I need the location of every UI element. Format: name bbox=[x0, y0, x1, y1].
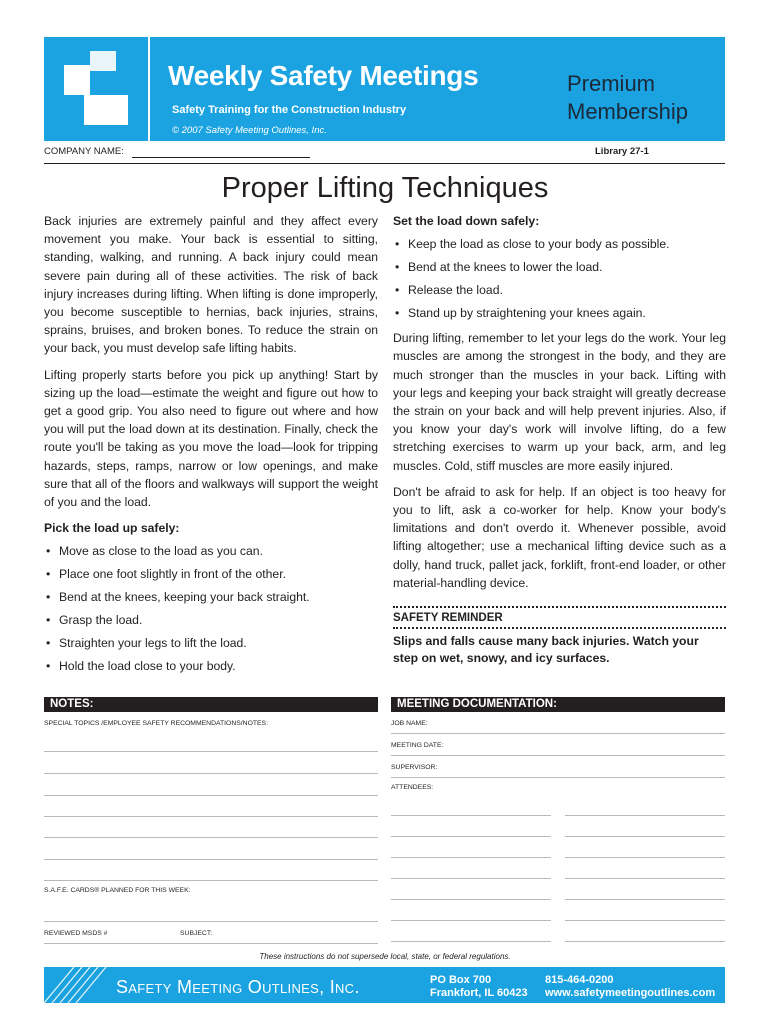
attendee-line[interactable] bbox=[391, 857, 551, 858]
attendee-line[interactable] bbox=[391, 941, 551, 942]
footer-address-line2: Frankfort, IL 60423 bbox=[430, 987, 528, 999]
company-name-field[interactable] bbox=[132, 157, 310, 158]
premium-line2: Membership bbox=[567, 99, 689, 124]
page-title: Proper Lifting Techniques bbox=[221, 172, 549, 204]
attendee-line[interactable] bbox=[391, 836, 551, 837]
help-paragraph: Don't be afraid to ask for help. If an object is too heavy for you to lift, ask a co-worker for help. Know your body's limitations and don't overdo it. Whenever possible, avoid lifting altogether; use a mechanical lifting device such as a dolly, hand truck, pallet jack, forklift, front-end loader, or other material-handling device. bbox=[393, 484, 726, 590]
right-column bbox=[393, 212, 726, 667]
stripes-icon bbox=[44, 967, 124, 1003]
intro-paragraph: Back injuries are extremely painful and they affect every movement you make. Your back is essential to sitting, standing, walking, and running. A back injury could mean severe pain during all of these activities. The risk of back injury increases during lifting. When lifting is done improperly, you become susceptible to hernias, back injuries, strains, sprains, bruises, and broken bones. To reduce the strain on your back, you must develop safe lifting habits. bbox=[44, 214, 378, 356]
pick-heading: Pick the load up safely: bbox=[44, 521, 180, 536]
list-item: • Bend at the knees, keeping your back straight. bbox=[44, 588, 378, 606]
meeting-date-label: MEETING DATE: bbox=[391, 742, 444, 749]
list-item: • Stand up by straightening your knees again. bbox=[393, 304, 726, 322]
attendee-line[interactable] bbox=[565, 857, 725, 858]
attendee-line[interactable] bbox=[565, 920, 725, 921]
footer-address bbox=[430, 974, 528, 1000]
list-item: • Grasp the load. bbox=[44, 611, 378, 629]
notes-heading: NOTES: bbox=[44, 697, 378, 712]
list-item: • Straighten your legs to lift the load. bbox=[44, 634, 378, 652]
safe-cards-line[interactable] bbox=[44, 921, 378, 922]
reminder-divider-top bbox=[393, 606, 726, 608]
attendee-line[interactable] bbox=[565, 899, 725, 900]
header-divider bbox=[44, 163, 725, 164]
notes-line[interactable] bbox=[44, 816, 378, 817]
footer-contact bbox=[545, 974, 715, 1000]
attendee-line[interactable] bbox=[565, 815, 725, 816]
reminder-text: Slips and falls cause many back injuries. Watch your step on wet, snowy, and icy surfaces. bbox=[393, 634, 699, 666]
logo-mark-icon bbox=[44, 37, 148, 141]
left-column bbox=[44, 212, 378, 680]
list-item: • Move as close to the load as you can. bbox=[44, 542, 378, 560]
notes-line[interactable] bbox=[44, 751, 378, 752]
supervisor-label: SUPERVISOR: bbox=[391, 764, 438, 771]
notes-line[interactable] bbox=[44, 859, 378, 860]
set-list bbox=[393, 235, 726, 322]
list-item: • Release the load. bbox=[393, 281, 726, 299]
safe-cards-label: S.A.F.E. CARDS® PLANNED FOR THIS WEEK: bbox=[44, 887, 191, 894]
subject-label: SUBJECT: bbox=[180, 930, 213, 937]
attendee-line[interactable] bbox=[391, 899, 551, 900]
meeting-heading: MEETING DOCUMENTATION: bbox=[391, 697, 725, 712]
header-copyright: © 2007 Safety Meeting Outlines, Inc. bbox=[172, 125, 327, 136]
attendees-label: ATTENDEES: bbox=[391, 784, 434, 791]
footer-brand-text: Safety Meeting Outlines, Inc. bbox=[116, 977, 360, 997]
disclaimer: These instructions do not supersede local, state, or federal regulations. bbox=[259, 952, 511, 961]
footer-phone: 815-464-0200 bbox=[545, 974, 614, 986]
list-item: • Keep the load as close to your body as possible. bbox=[393, 235, 726, 253]
list-item: • Bend at the knees to lower the load. bbox=[393, 258, 726, 276]
lifting-paragraph: Lifting properly starts before you pick up anything! Start by sizing up the load—estimate the weight and figure out how to get a good grip. You also need to figure out where and how you will put the load down at its destination. Finally, check the route you'll be taking as you move the load—look for tripping hazards, steps, ramps, narrow or low openings, and make sure that all of the floors and walkways will support the weight of you and the load. bbox=[44, 367, 378, 510]
attendee-line[interactable] bbox=[565, 836, 725, 837]
attendee-line[interactable] bbox=[565, 941, 725, 942]
reminder-divider-bottom bbox=[393, 627, 726, 629]
attendee-line[interactable] bbox=[391, 815, 551, 816]
header-subtitle: Safety Training for the Construction Industry bbox=[172, 104, 407, 116]
set-heading: Set the load down safely: bbox=[393, 214, 540, 228]
meeting-date-line[interactable] bbox=[391, 755, 725, 756]
special-topics-label: SPECIAL TOPICS /EMPLOYEE SAFETY RECOMMENDATIONS/NOTES: bbox=[44, 720, 268, 727]
list-item: • Place one foot slightly in front of the other. bbox=[44, 565, 378, 583]
footer-address-line1: PO Box 700 bbox=[430, 974, 492, 986]
company-logo bbox=[44, 37, 148, 141]
msds-label: REVIEWED MSDS # bbox=[44, 930, 108, 937]
reminder-heading: SAFETY REMINDER bbox=[393, 612, 503, 625]
legs-paragraph: During lifting, remember to let your legs do the work. Your leg muscles are among the strongest in the body, and they are much stronger than the muscles in your back. Lifting with your legs and keeping your back straight will greatly decrease the strain on your back and will help prevent injuries. Also, if you know your day's work will involve lifting, do a few stretching exercises to warm up your back, arm, and leg muscles. Cold, stiff muscles are more easily injured. bbox=[393, 331, 726, 473]
company-name-label: COMPANY NAME: bbox=[44, 146, 124, 157]
notes-line[interactable] bbox=[44, 773, 378, 774]
notes-line[interactable] bbox=[44, 837, 378, 838]
notes-line[interactable] bbox=[44, 880, 378, 881]
attendee-line[interactable] bbox=[391, 920, 551, 921]
job-name-label: JOB NAME: bbox=[391, 720, 428, 727]
notes-line[interactable] bbox=[44, 795, 378, 796]
header-title: Weekly Safety Meetings bbox=[168, 60, 479, 91]
library-number: Library 27-1 bbox=[595, 146, 649, 157]
attendee-line[interactable] bbox=[565, 878, 725, 879]
pick-list bbox=[44, 542, 378, 675]
supervisor-line[interactable] bbox=[391, 777, 725, 778]
premium-line1: Premium bbox=[567, 71, 656, 96]
premium-membership bbox=[567, 70, 688, 126]
job-name-line[interactable] bbox=[391, 733, 725, 734]
list-item: • Hold the load close to your body. bbox=[44, 657, 378, 675]
footer-website-link[interactable]: www.safetymeetingoutlines.com bbox=[545, 987, 716, 999]
msds-line[interactable] bbox=[44, 943, 378, 944]
attendee-line[interactable] bbox=[391, 878, 551, 879]
footer-brand bbox=[116, 977, 360, 998]
